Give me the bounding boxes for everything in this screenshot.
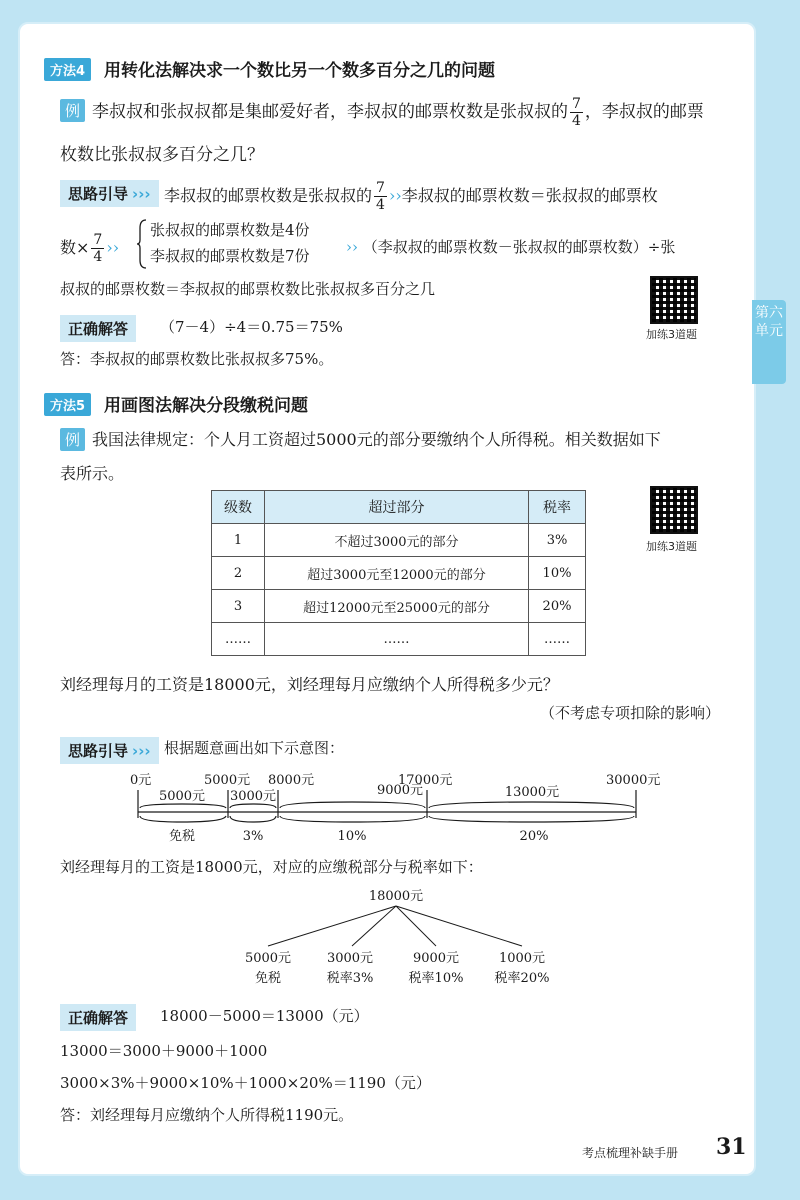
table-row: [212, 590, 586, 623]
method5-title: 用画图法解决分段缴税问题: [104, 396, 308, 416]
tree-root: 18000元: [368, 889, 424, 904]
double-chevron-icon: ›››: [132, 742, 151, 760]
nl-top-label: 17000元: [398, 773, 453, 788]
hint4-line2-a: [60, 232, 119, 265]
hint-tag-4: [60, 180, 159, 207]
table-cell: 1: [212, 524, 265, 557]
table-cell: ……: [265, 623, 529, 656]
brace-line-2: 李叔叔的邮票枚数是7份: [150, 247, 310, 265]
answer5-line2: 13000＝3000＋9000＋1000: [60, 1042, 268, 1060]
double-chevron-icon: ››: [346, 238, 363, 256]
double-chevron-icon: ››: [106, 238, 120, 257]
method5-badge: 方法5: [44, 393, 91, 416]
nl-top-label: 30000元: [606, 773, 661, 788]
example5-badge: 例: [60, 428, 85, 451]
table-cell: 超过12000元至25000元的部分: [265, 590, 529, 623]
answer5-line1: 18000－5000＝13000（元）: [160, 1007, 369, 1025]
col-header: 超过部分: [265, 491, 529, 524]
double-chevron-icon: ››: [388, 186, 402, 205]
frac-den: 4: [572, 113, 581, 129]
table-cell: 10%: [529, 557, 586, 590]
hint4-mult: 数×: [60, 238, 90, 257]
example5-line1: 我国法律规定：个人月工资超过5000元的部分要缴纳个人所得税。相关数据如下: [92, 430, 661, 449]
table-row: [212, 623, 586, 656]
brace-line-1: 张叔叔的邮票枚数是4份: [150, 221, 310, 239]
table-cell: 2: [212, 557, 265, 590]
nl-seg-label: 3000元: [229, 789, 277, 804]
table-cell: 不超过3000元的部分: [265, 524, 529, 557]
example5-line2: 表所示。: [60, 464, 125, 483]
answer5-final: 答：刘经理每月应缴纳个人所得税1190元。: [60, 1106, 354, 1124]
method4-badge: 方法4: [44, 58, 91, 81]
nl-seg-label: 9000元: [376, 783, 424, 798]
col-header: 级数: [212, 491, 265, 524]
frac-den-b: 4: [376, 197, 385, 213]
nl-seg-label: 5000元: [158, 789, 206, 804]
hint4-line3: 叔叔的邮票枚数＝李叔叔的邮票枚数比张叔叔多百分之几: [60, 280, 436, 298]
method4-title: 用转化法解决求一个数比另一个数多百分之几的问题: [104, 61, 495, 81]
number-line-diagram: [120, 768, 680, 848]
hint4-text-c: （李叔叔的邮票枚数－张叔叔的邮票枚数）÷张: [362, 238, 676, 256]
tree-leaf-amount: 1000元: [498, 951, 546, 966]
qr-code-icon[interactable]: [650, 276, 698, 324]
frac-num: 7: [572, 96, 581, 112]
tax-rate-table: [211, 490, 586, 656]
hint5-text: 根据题意画出如下示意图：: [164, 739, 345, 757]
example4-text-a: 李叔叔和张叔叔都是集邮爱好者，李叔叔的邮票枚数是张叔叔的: [92, 102, 568, 122]
hint-tag-4-label: 思路引导: [68, 185, 129, 203]
answer5-line3: 3000×3%＋9000×10%＋1000×20%＝1190（元）: [60, 1074, 431, 1092]
col-header: 税率: [529, 491, 586, 524]
example4-line1: [92, 96, 704, 129]
page-number: 31: [716, 1134, 747, 1160]
question5-note: （不考虑专项扣除的影响）: [540, 704, 721, 722]
example-badge: 例: [60, 99, 85, 122]
nl-rate-label: 10%: [337, 829, 367, 844]
answer-tag-5: 正确解答: [60, 1004, 136, 1031]
table-cell: ……: [212, 623, 265, 656]
answer4-final: 答：李叔叔的邮票枚数比张叔叔多75%。: [60, 350, 334, 368]
table-cell: 超过3000元至12000元的部分: [265, 557, 529, 590]
tree-leaf-rate: 税率20%: [494, 971, 550, 986]
hint4-line2-b: [346, 236, 675, 257]
fraction-7-4-b: [374, 180, 387, 213]
table-row: [212, 557, 586, 590]
line-after-diagram: 刘经理每月的工资是18000元，对应的应缴税部分与税率如下：: [60, 858, 483, 876]
brace-icon: [136, 218, 148, 270]
frac-num-b: 7: [376, 180, 385, 196]
frac-den-c: 4: [93, 249, 103, 265]
answer-tag-4: 正确解答: [60, 315, 136, 342]
nl-top-label: 0元: [130, 773, 152, 788]
qr-label-5: 加练3道题: [646, 540, 697, 553]
footer-book-title: 考点梳理补缺手册: [582, 1146, 679, 1160]
table-cell: 3%: [529, 524, 586, 557]
double-chevron-icon: ›››: [132, 185, 151, 203]
nl-rate-label: 3%: [242, 829, 264, 844]
tree-leaf-rate: 税率3%: [326, 971, 374, 986]
table-row: [212, 524, 586, 557]
tree-leaf-rate: 免税: [254, 971, 282, 986]
example4-text-b: ，李叔叔的邮票: [584, 102, 704, 122]
nl-top-label: 5000元: [204, 773, 251, 788]
table-cell: 20%: [529, 590, 586, 623]
table-header-row: [212, 491, 586, 524]
tree-leaf-rate: 税率10%: [408, 971, 464, 986]
nl-rate-label: 免税: [168, 829, 196, 844]
nl-top-label: 8000元: [268, 773, 315, 788]
example4-line2: 枚数比张叔叔多百分之几？: [60, 145, 264, 165]
qr-label-4: 加练3道题: [646, 328, 697, 341]
tree-leaf-amount: 9000元: [412, 951, 460, 966]
table-cell: 3: [212, 590, 265, 623]
tax-tree-diagram: [230, 884, 570, 994]
fraction-7-4-c: [91, 232, 104, 265]
frac-num-c: 7: [93, 232, 103, 248]
hint4-line1: [164, 180, 658, 213]
nl-seg-label: 13000元: [504, 785, 560, 800]
hint-tag-5: [60, 737, 159, 764]
answer4-expr: （7－4）÷4＝0.75＝75%: [160, 318, 343, 336]
unit-side-tab[interactable]: 第六单元: [752, 300, 786, 384]
table-cell: ……: [529, 623, 586, 656]
hint-tag-5-label: 思路引导: [68, 742, 129, 760]
tree-leaf-amount: 3000元: [326, 951, 374, 966]
hint4-text-a: 李叔叔的邮票枚数是张叔叔的: [164, 186, 373, 205]
nl-rate-label: 20%: [519, 829, 549, 844]
hint4-text-b: 李叔叔的邮票枚数＝张叔叔的邮票枚: [401, 186, 658, 205]
question5: 刘经理每月的工资是18000元，刘经理每月应缴纳个人所得税多少元？: [60, 675, 559, 694]
fraction-7-4: [570, 96, 583, 129]
tree-leaf-amount: 5000元: [244, 951, 292, 966]
qr-code-icon[interactable]: [650, 486, 698, 534]
